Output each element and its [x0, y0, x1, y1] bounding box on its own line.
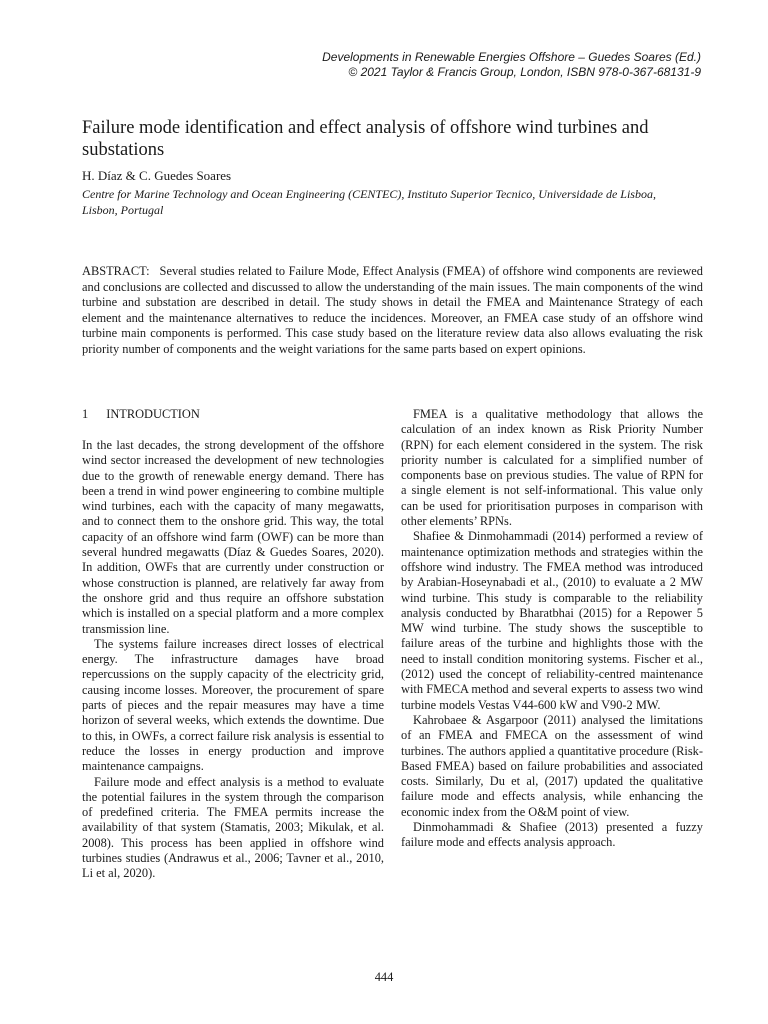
authors: H. Díaz & C. Guedes Soares — [82, 168, 232, 183]
abstract-label: ABSTRACT: — [82, 264, 150, 278]
page-number: 444 — [374, 970, 394, 984]
running-header — [181, 50, 701, 79]
abstract — [82, 264, 703, 357]
paper-title: Failure mode identification and effect analysis of offshore wind turbines and substations — [82, 118, 649, 160]
paragraph: FMEA is a qualitative methodology that allows the calculation of an index known as Risk Priority Number (RPN) for each element considered in the system. The risk priority number is calculated for a simplified number of components base on previous studies. The value of RPN for a single element is not self-informational. This value only can be used for prioritisation purposes in comparison with other elements’ RPNs. — [401, 407, 703, 529]
left-column — [82, 407, 384, 882]
abstract-text: Several studies related to Failure Mode, Effect Analysis (FMEA) of offshore wind components are reviewed and conclusions are collected and discussed to allow the understanding of the main issues. The main components of the wind turbine and substation are described in detail. The study shows in detail the FMEA and Maintenance Strategy of each element and the maintenance alternatives to reduce the incidences. Moreover, an FMEA case study of an offshore wind turbine main components is performed. This case study based on the literature review data also allows evaluating the risk priority number of components and the weight variations for the same parts based on expert opinions. — [82, 264, 703, 356]
paragraph: Kahrobaee & Asgarpoor (2011) analysed the limitations of an FMEA and FMECA on the assessment of wind turbines. The authors applied a quantitative procedure (Risk-Based FMEA) based on failure probabilities and associated costs. Similarly, Du et al, (2017) updated the qualitative failure mode and effects analysis, while enhancing the economic index from the O&M point of view. — [401, 712, 703, 819]
affiliation: Centre for Marine Technology and Ocean Engineering (CENTEC), Instituto Superior Tecnico, Universidade de Lisboa, Lisbon, Portugal — [82, 187, 656, 218]
section-title: INTRODUCTION — [106, 407, 200, 421]
header-line-1: Developments in Renewable Energies Offshore – Guedes Soares (Ed.) — [322, 50, 701, 64]
paragraph: Dinmohammadi & Shafiee (2013) presented a fuzzy failure mode and effects analysis approach. — [401, 820, 703, 850]
paragraph: In the last decades, the strong development of the offshore wind sector increased the development of new technologies due to the growth of renewable energy demand. There has been a trend in wind power engineering to combine multiple wind turbines, each with the capacity of many megawatts, and to connect them to the onshore grid. This way, the total capacity of an offshore wind farm (OWF) can be more than several hundred megawatts (Díaz & Guedes Soares, 2020). In addition, OWFs that are currently under construction or whose construction is planned, are relatively far away from the onshore grid and thus require an offshore substation which is installed on a special platform and a more complex transmission line. — [82, 438, 384, 636]
header-line-2: © 2021 Taylor & Francis Group, London, ISBN 978-0-367-68131-9 — [348, 64, 701, 79]
paragraph: Failure mode and effect analysis is a method to evaluate the potential failures in the system through the comparison of predefined criteria. The FMEA permits increase the availability of that system (Stamatis, 2003; Mikulak, et al. 2008). This process has been applied in offshore wind turbines studies (Andrawus et al., 2006; Tavner et al., 2010, Li et al, 2020). — [82, 774, 384, 881]
paragraph: Shafiee & Dinmohammadi (2014) performed a review of maintenance optimization methods and strategies within the offshore wind industry. The FMEA method was introduced by Arabian-Hoseynabadi et al., (2010) to evaluate a 2 MW wind turbine. This study is comparable to the reliability analysis conducted by Bharatbhai (2015) for a Repower 5 MW wind turbine. The study shows the susceptible to failure areas of the turbine and highlights those with the need to install condition monitoring systems. Fischer et al., (2012) used the concept of reliability-centred maintenance with FMECA method and several experts to assess two wind turbine models Vestas V44-600 kW and V90-2 MW. — [401, 529, 703, 712]
right-column — [401, 407, 703, 851]
section-heading — [82, 407, 384, 438]
section-number: 1 — [82, 407, 89, 421]
paragraph: The systems failure increases direct losses of electrical energy. The infrastructure damages have broad repercussions on the supply capacity of the electricity grid, causing income losses. Moreover, the procurement of spare parts of pieces and the repair measures may have a time horizon of several weeks, which extends the downtime. Due to this, in OWFs, a correct failure risk analysis is essential to reduce the losses in energy production and improve maintenance campaigns. — [82, 636, 384, 774]
